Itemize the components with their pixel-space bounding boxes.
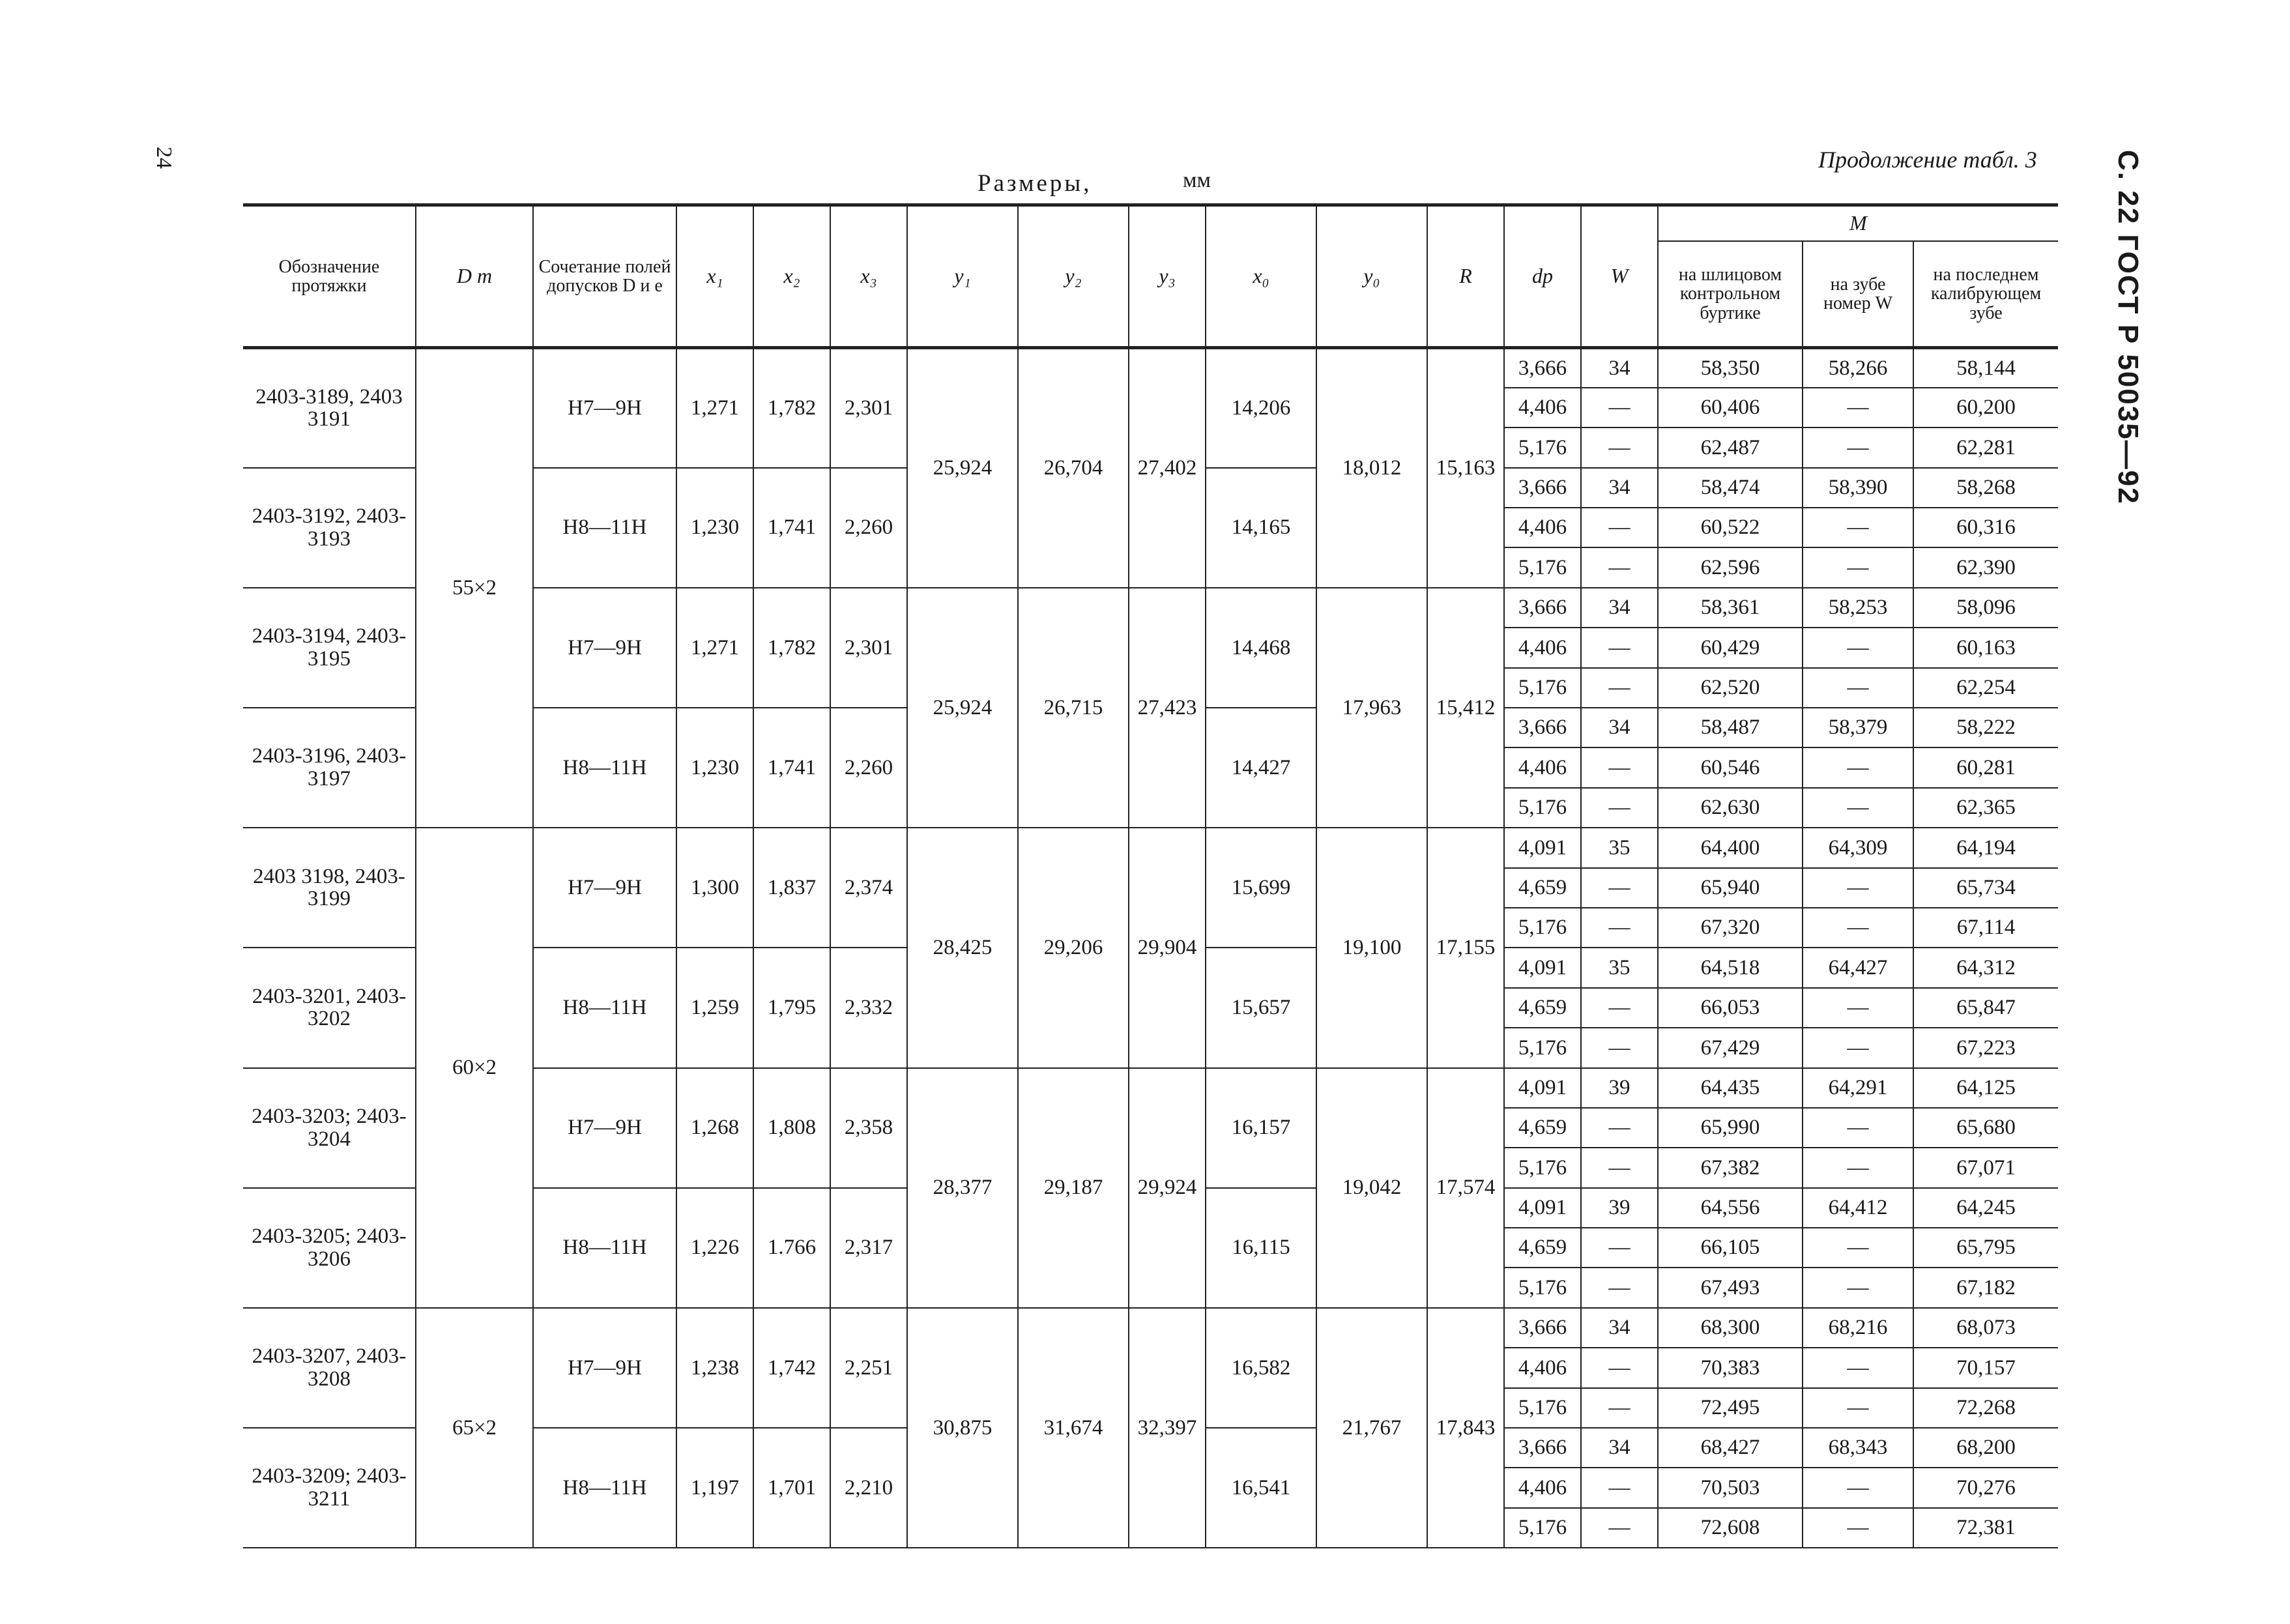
designation-cell: 2403 3198, 2403-3199 <box>243 828 416 948</box>
m-control-collar-cell: 70,503 <box>1658 1468 1803 1507</box>
m-tooth-w-cell: — <box>1803 508 1913 547</box>
m-control-collar-cell: 62,596 <box>1658 547 1803 587</box>
dp-cell: 5,176 <box>1504 1508 1581 1548</box>
m-tooth-w-cell: — <box>1803 547 1913 587</box>
w-cell: 34 <box>1581 708 1658 747</box>
w-cell: — <box>1581 868 1658 908</box>
dp-cell: 5,176 <box>1504 547 1581 587</box>
r-cell: 17,843 <box>1427 1308 1504 1548</box>
m-last-tooth-cell: 62,390 <box>1913 547 2058 587</box>
m-tooth-w-cell: — <box>1803 1108 1913 1148</box>
m-control-collar-cell: 68,300 <box>1658 1308 1803 1348</box>
y0-cell: 21,767 <box>1316 1308 1427 1548</box>
m-control-collar-cell: 68,427 <box>1658 1428 1803 1468</box>
m-control-collar-cell: 72,608 <box>1658 1508 1803 1548</box>
m-tooth-w-cell: 64,309 <box>1803 828 1913 867</box>
dp-cell: 4,406 <box>1504 388 1581 428</box>
m-control-collar-cell: 62,487 <box>1658 428 1803 467</box>
designation-cell: 2403-3209; 2403-3211 <box>243 1428 416 1548</box>
m-control-collar-cell: 70,383 <box>1658 1348 1803 1387</box>
m-control-collar-cell: 64,518 <box>1658 948 1803 987</box>
dp-cell: 4,091 <box>1504 948 1581 987</box>
y1-cell: 30,875 <box>907 1308 1018 1548</box>
m-last-tooth-cell: 67,071 <box>1913 1148 2058 1187</box>
dp-cell: 4,659 <box>1504 1228 1581 1268</box>
dp-cell: 4,659 <box>1504 868 1581 908</box>
m-tooth-w-cell: — <box>1803 908 1913 948</box>
m-control-collar-cell: 60,546 <box>1658 747 1803 787</box>
w-cell: 34 <box>1581 468 1658 508</box>
m-control-collar-cell: 64,400 <box>1658 828 1803 867</box>
dp-cell: 4,406 <box>1504 628 1581 667</box>
y2-cell: 26,715 <box>1018 588 1129 828</box>
m-last-tooth-cell: 67,114 <box>1913 908 2058 948</box>
m-control-collar-cell: 64,556 <box>1658 1188 1803 1228</box>
fit-cell: H7—9H <box>533 1308 676 1428</box>
fit-cell: H7—9H <box>533 1068 676 1188</box>
designation-cell: 2403-3201, 2403-3202 <box>243 948 416 1067</box>
dp-cell: 5,176 <box>1504 1388 1581 1428</box>
x0-cell: 16,541 <box>1206 1428 1316 1548</box>
w-cell: — <box>1581 547 1658 587</box>
m-last-tooth-cell: 70,157 <box>1913 1348 2058 1387</box>
designation-cell: 2403-3205; 2403-3206 <box>243 1188 416 1308</box>
w-cell: — <box>1581 388 1658 428</box>
m-last-tooth-cell: 62,365 <box>1913 788 2058 828</box>
dp-cell: 4,091 <box>1504 828 1581 867</box>
header-dp: dp <box>1504 205 1581 348</box>
m-tooth-w-cell: 58,379 <box>1803 708 1913 747</box>
m-tooth-w-cell: 68,216 <box>1803 1308 1913 1348</box>
w-cell: — <box>1581 908 1658 948</box>
x3-cell: 2,374 <box>830 828 907 948</box>
x3-cell: 2,210 <box>830 1428 907 1548</box>
x0-cell: 15,699 <box>1206 828 1316 948</box>
fit-cell: H8—11H <box>533 468 676 588</box>
m-tooth-w-cell: — <box>1803 788 1913 828</box>
m-last-tooth-cell: 60,200 <box>1913 388 2058 428</box>
table-row <box>243 348 2058 388</box>
designation-cell: 2403-3207, 2403-3208 <box>243 1308 416 1428</box>
y3-cell: 32,397 <box>1129 1308 1206 1548</box>
dp-cell: 3,666 <box>1504 1428 1581 1468</box>
y1-cell: 25,924 <box>907 348 1018 588</box>
w-cell: — <box>1581 1388 1658 1428</box>
dimensions-table <box>243 203 2058 1548</box>
m-control-collar-cell: 67,429 <box>1658 1028 1803 1067</box>
dp-cell: 4,091 <box>1504 1188 1581 1228</box>
y1-cell: 25,924 <box>907 588 1018 828</box>
m-tooth-w-cell: — <box>1803 1228 1913 1268</box>
x0-cell: 16,115 <box>1206 1188 1316 1308</box>
dm-cell: 65×2 <box>416 1308 533 1548</box>
y2-cell: 29,187 <box>1018 1068 1129 1308</box>
m-control-collar-cell: 58,474 <box>1658 468 1803 508</box>
m-tooth-w-cell: 64,412 <box>1803 1188 1913 1228</box>
m-last-tooth-cell: 64,312 <box>1913 948 2058 987</box>
m-control-collar-cell: 67,493 <box>1658 1268 1803 1307</box>
fit-cell: H8—11H <box>533 1428 676 1548</box>
x0-cell: 16,157 <box>1206 1068 1316 1188</box>
w-cell: — <box>1581 1468 1658 1507</box>
m-last-tooth-cell: 58,096 <box>1913 588 2058 628</box>
x0-cell: 14,468 <box>1206 588 1316 708</box>
w-cell: 34 <box>1581 348 1658 388</box>
fit-cell: H8—11H <box>533 948 676 1067</box>
m-tooth-w-cell: — <box>1803 428 1913 467</box>
y0-cell: 19,100 <box>1316 828 1427 1067</box>
fit-cell: H7—9H <box>533 348 676 468</box>
dp-cell: 5,176 <box>1504 1028 1581 1067</box>
dp-cell: 5,176 <box>1504 1148 1581 1187</box>
w-cell: — <box>1581 788 1658 828</box>
x0-cell: 16,582 <box>1206 1308 1316 1428</box>
x2-cell: 1,701 <box>753 1428 830 1548</box>
m-last-tooth-cell: 72,268 <box>1913 1388 2058 1428</box>
m-tooth-w-cell: — <box>1803 1268 1913 1307</box>
w-cell: — <box>1581 1028 1658 1067</box>
fit-cell: H7—9H <box>533 588 676 708</box>
m-control-collar-cell: 67,320 <box>1658 908 1803 948</box>
table-unit: мм <box>1183 168 1211 192</box>
x3-cell: 2,251 <box>830 1308 907 1428</box>
m-tooth-w-cell: — <box>1803 868 1913 908</box>
dp-cell: 4,406 <box>1504 508 1581 547</box>
table-body <box>243 348 2058 1548</box>
w-cell: — <box>1581 508 1658 547</box>
w-cell: — <box>1581 1508 1658 1548</box>
m-tooth-w-cell: 68,343 <box>1803 1428 1913 1468</box>
dp-cell: 5,176 <box>1504 788 1581 828</box>
m-last-tooth-cell: 58,222 <box>1913 708 2058 747</box>
y3-cell: 27,402 <box>1129 348 1206 588</box>
m-last-tooth-cell: 58,144 <box>1913 348 2058 388</box>
table-row <box>243 828 2058 867</box>
header-x2: x₂ <box>753 205 830 348</box>
header-y1: y₁ <box>907 205 1018 348</box>
w-cell: 39 <box>1581 1188 1658 1228</box>
m-tooth-w-cell: 58,253 <box>1803 588 1913 628</box>
m-last-tooth-cell: 67,223 <box>1913 1028 2058 1067</box>
m-last-tooth-cell: 67,182 <box>1913 1268 2058 1307</box>
m-tooth-w-cell: — <box>1803 1148 1913 1187</box>
header-r: R <box>1427 205 1504 348</box>
m-control-collar-cell: 60,406 <box>1658 388 1803 428</box>
designation-cell: 2403-3189, 2403 3191 <box>243 348 416 468</box>
m-last-tooth-cell: 62,254 <box>1913 668 2058 708</box>
header-fit: Сочетание полей допусков D и e <box>533 205 676 348</box>
x0-cell: 14,165 <box>1206 468 1316 588</box>
m-control-collar-cell: 58,487 <box>1658 708 1803 747</box>
x2-cell: 1.766 <box>753 1188 830 1308</box>
r-cell: 15,163 <box>1427 348 1504 588</box>
m-last-tooth-cell: 58,268 <box>1913 468 2058 508</box>
header-x0: x₀ <box>1206 205 1316 348</box>
y0-cell: 18,012 <box>1316 348 1427 588</box>
w-cell: — <box>1581 1268 1658 1307</box>
w-cell: — <box>1581 747 1658 787</box>
x3-cell: 2,317 <box>830 1188 907 1308</box>
m-tooth-w-cell: 58,390 <box>1803 468 1913 508</box>
w-cell: — <box>1581 668 1658 708</box>
m-tooth-w-cell: 64,291 <box>1803 1068 1913 1108</box>
m-last-tooth-cell: 60,281 <box>1913 747 2058 787</box>
m-last-tooth-cell: 68,200 <box>1913 1428 2058 1468</box>
m-last-tooth-cell: 65,795 <box>1913 1228 2058 1268</box>
x1-cell: 1,259 <box>676 948 753 1067</box>
w-cell: — <box>1581 428 1658 467</box>
designation-cell: 2403-3203; 2403-3204 <box>243 1068 416 1188</box>
x2-cell: 1,782 <box>753 588 830 708</box>
header-y2: y₂ <box>1018 205 1129 348</box>
y0-cell: 19,042 <box>1316 1068 1427 1308</box>
m-tooth-w-cell: — <box>1803 988 1913 1028</box>
m-tooth-w-cell: — <box>1803 668 1913 708</box>
table-title: Размеры, <box>978 170 1092 197</box>
w-cell: 34 <box>1581 588 1658 628</box>
m-control-collar-cell: 67,382 <box>1658 1148 1803 1187</box>
dp-cell: 5,176 <box>1504 668 1581 708</box>
x3-cell: 2,260 <box>830 708 907 828</box>
r-cell: 15,412 <box>1427 588 1504 828</box>
w-cell: — <box>1581 988 1658 1028</box>
dp-cell: 3,666 <box>1504 348 1581 388</box>
dp-cell: 5,176 <box>1504 428 1581 467</box>
r-cell: 17,155 <box>1427 828 1504 1067</box>
table-continuation: Продолжение табл. 3 <box>1818 147 2037 173</box>
m-tooth-w-cell: 64,427 <box>1803 948 1913 987</box>
x2-cell: 1,808 <box>753 1068 830 1188</box>
y0-cell: 17,963 <box>1316 588 1427 828</box>
m-control-collar-cell: 66,105 <box>1658 1228 1803 1268</box>
m-last-tooth-cell: 70,276 <box>1913 1468 2058 1507</box>
dm-cell: 60×2 <box>416 828 533 1308</box>
w-cell: — <box>1581 1108 1658 1148</box>
x2-cell: 1,742 <box>753 1308 830 1428</box>
m-last-tooth-cell: 65,847 <box>1913 988 2058 1028</box>
x1-cell: 1,230 <box>676 708 753 828</box>
dp-cell: 5,176 <box>1504 1268 1581 1307</box>
m-last-tooth-cell: 65,680 <box>1913 1108 2058 1148</box>
m-control-collar-cell: 58,361 <box>1658 588 1803 628</box>
header-designation: Обозначение протяжки <box>243 205 416 348</box>
m-tooth-w-cell: — <box>1803 747 1913 787</box>
m-tooth-w-cell: — <box>1803 1468 1913 1507</box>
m-control-collar-cell: 65,940 <box>1658 868 1803 908</box>
x1-cell: 1,226 <box>676 1188 753 1308</box>
dp-cell: 3,666 <box>1504 588 1581 628</box>
x0-cell: 15,657 <box>1206 948 1316 1067</box>
m-tooth-w-cell: — <box>1803 388 1913 428</box>
x1-cell: 1,230 <box>676 468 753 588</box>
dp-cell: 3,666 <box>1504 1308 1581 1348</box>
x1-cell: 1,268 <box>676 1068 753 1188</box>
m-last-tooth-cell: 68,073 <box>1913 1308 2058 1348</box>
dp-cell: 4,406 <box>1504 747 1581 787</box>
m-tooth-w-cell: — <box>1803 1028 1913 1067</box>
m-last-tooth-cell: 64,125 <box>1913 1068 2058 1108</box>
y3-cell: 29,904 <box>1129 828 1206 1067</box>
m-control-collar-cell: 65,990 <box>1658 1108 1803 1148</box>
designation-cell: 2403-3196, 2403-3197 <box>243 708 416 828</box>
m-control-collar-cell: 72,495 <box>1658 1388 1803 1428</box>
x1-cell: 1,197 <box>676 1428 753 1548</box>
w-cell: — <box>1581 1228 1658 1268</box>
y2-cell: 31,674 <box>1018 1308 1129 1548</box>
header-m: M <box>1658 205 2058 242</box>
x0-cell: 14,206 <box>1206 348 1316 468</box>
y3-cell: 29,924 <box>1129 1068 1206 1308</box>
x2-cell: 1,795 <box>753 948 830 1067</box>
x2-cell: 1,782 <box>753 348 830 468</box>
header-m-last-tooth: на последнем калибрующем зубе <box>1913 241 2058 348</box>
m-control-collar-cell: 60,429 <box>1658 628 1803 667</box>
header-m-control-collar: на шлицовом контрольном буртике <box>1658 241 1803 348</box>
m-tooth-w-cell: 58,266 <box>1803 348 1913 388</box>
m-control-collar-cell: 58,350 <box>1658 348 1803 388</box>
page-number: 24 <box>152 147 176 169</box>
header-m-tooth-w: на зубе номер W <box>1803 241 1913 348</box>
fit-cell: H8—11H <box>533 708 676 828</box>
m-last-tooth-cell: 62,281 <box>1913 428 2058 467</box>
w-cell: — <box>1581 1148 1658 1187</box>
w-cell: — <box>1581 628 1658 667</box>
fit-cell: H8—11H <box>533 1188 676 1308</box>
y2-cell: 26,704 <box>1018 348 1129 588</box>
m-tooth-w-cell: — <box>1803 1388 1913 1428</box>
designation-cell: 2403-3194, 2403-3195 <box>243 588 416 708</box>
x3-cell: 2,358 <box>830 1068 907 1188</box>
m-tooth-w-cell: — <box>1803 1348 1913 1387</box>
m-tooth-w-cell: — <box>1803 1508 1913 1548</box>
w-cell: — <box>1581 1348 1658 1387</box>
header-y0: y₀ <box>1316 205 1427 348</box>
m-control-collar-cell: 66,053 <box>1658 988 1803 1028</box>
dp-cell: 4,406 <box>1504 1348 1581 1387</box>
x2-cell: 1,741 <box>753 708 830 828</box>
dp-cell: 4,659 <box>1504 988 1581 1028</box>
standard-reference: С. 22 ГОСТ Р 50035—92 <box>2112 150 2144 505</box>
designation-cell: 2403-3192, 2403-3193 <box>243 468 416 588</box>
w-cell: 39 <box>1581 1068 1658 1108</box>
m-control-collar-cell: 60,522 <box>1658 508 1803 547</box>
y2-cell: 29,206 <box>1018 828 1129 1067</box>
y1-cell: 28,425 <box>907 828 1018 1067</box>
header-y3: y₃ <box>1129 205 1206 348</box>
header-x1: x₁ <box>676 205 753 348</box>
x3-cell: 2,260 <box>830 468 907 588</box>
x1-cell: 1,300 <box>676 828 753 948</box>
m-last-tooth-cell: 64,245 <box>1913 1188 2058 1228</box>
x3-cell: 2,301 <box>830 588 907 708</box>
r-cell: 17,574 <box>1427 1068 1504 1308</box>
x1-cell: 1,238 <box>676 1308 753 1428</box>
x3-cell: 2,301 <box>830 348 907 468</box>
fit-cell: H7—9H <box>533 828 676 948</box>
x2-cell: 1,837 <box>753 828 830 948</box>
w-cell: 34 <box>1581 1308 1658 1348</box>
dp-cell: 4,406 <box>1504 1468 1581 1507</box>
y1-cell: 28,377 <box>907 1068 1018 1308</box>
x0-cell: 14,427 <box>1206 708 1316 828</box>
w-cell: 35 <box>1581 828 1658 867</box>
x3-cell: 2,332 <box>830 948 907 1067</box>
m-tooth-w-cell: — <box>1803 628 1913 667</box>
m-last-tooth-cell: 60,163 <box>1913 628 2058 667</box>
dp-cell: 5,176 <box>1504 908 1581 948</box>
m-control-collar-cell: 64,435 <box>1658 1068 1803 1108</box>
dp-cell: 4,091 <box>1504 1068 1581 1108</box>
w-cell: 35 <box>1581 948 1658 987</box>
dp-cell: 3,666 <box>1504 708 1581 747</box>
header-x3: x₃ <box>830 205 907 348</box>
w-cell: 34 <box>1581 1428 1658 1468</box>
header-w: W <box>1581 205 1658 348</box>
x1-cell: 1,271 <box>676 348 753 468</box>
table-row <box>243 1308 2058 1348</box>
m-last-tooth-cell: 72,381 <box>1913 1508 2058 1548</box>
dm-cell: 55×2 <box>416 348 533 828</box>
m-control-collar-cell: 62,520 <box>1658 668 1803 708</box>
y3-cell: 27,423 <box>1129 588 1206 828</box>
dp-cell: 4,659 <box>1504 1108 1581 1148</box>
x2-cell: 1,741 <box>753 468 830 588</box>
m-last-tooth-cell: 64,194 <box>1913 828 2058 867</box>
m-last-tooth-cell: 60,316 <box>1913 508 2058 547</box>
dp-cell: 3,666 <box>1504 468 1581 508</box>
x1-cell: 1,271 <box>676 588 753 708</box>
m-control-collar-cell: 62,630 <box>1658 788 1803 828</box>
m-last-tooth-cell: 65,734 <box>1913 868 2058 908</box>
header-dm: D m <box>416 205 533 348</box>
